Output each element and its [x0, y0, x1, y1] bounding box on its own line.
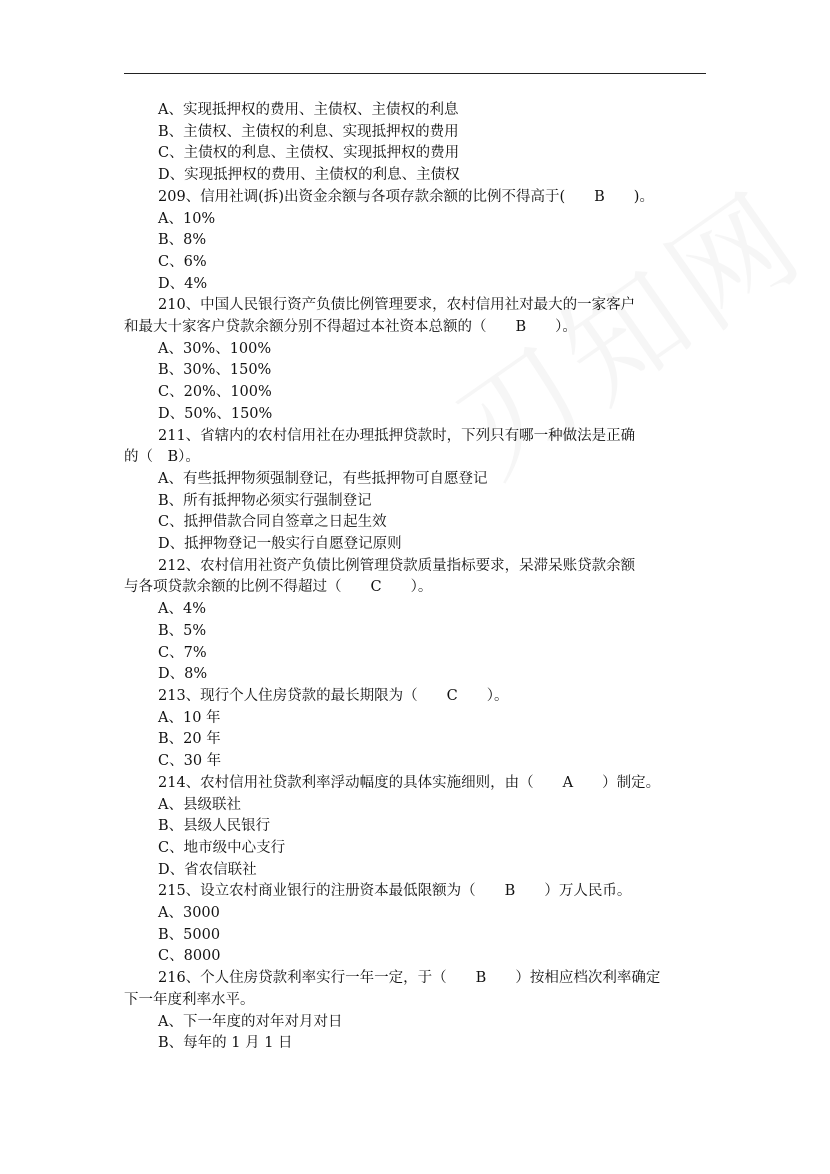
answer-option: C、20%、100%: [158, 384, 272, 401]
question-text: 213、现行个人住房贷款的最长期限为（ C ）。: [158, 687, 509, 704]
answer-option: A、10%: [158, 210, 216, 227]
document-body: [124, 100, 710, 1055]
answer-option: C、6%: [158, 253, 207, 270]
answer-option: C、8000: [158, 948, 221, 965]
question-continuation: 和最大十家客户贷款余额分别不得超过本社资本总额的（ B ）。: [124, 319, 577, 336]
question-continuation: 下一年度利率水平。: [124, 991, 255, 1008]
answer-option: A、4%: [158, 601, 206, 618]
answer-option: A、实现抵押权的费用、主债权、主债权的利息: [158, 102, 459, 118]
question-text: 212、农村信用社资产负债比例管理贷款质量指标要求，呆滞呆账贷款余额: [158, 557, 636, 574]
header-rule: [124, 73, 706, 74]
answer-option: B、所有抵押物必须实行强制登记: [158, 492, 372, 509]
answer-option: D、4%: [158, 275, 208, 292]
answer-option: A、县级联社: [158, 796, 241, 813]
answer-option: B、30%、150%: [158, 362, 272, 379]
answer-option: B、5000: [158, 926, 221, 943]
answer-option: C、地市级中心支行: [158, 839, 286, 856]
question-text: 210、中国人民银行资产负债比例管理要求，农村信用社对最大的一家客户: [158, 297, 636, 314]
answer-option: D、抵押物登记一般实行自愿登记原则: [158, 536, 402, 553]
answer-option: A、有些抵押物须强制登记，有些抵押物可自愿登记: [158, 470, 488, 487]
question-text: 216、个人住房贷款利率实行一年一定，于（ B ）按相应档次利率确定: [158, 970, 661, 987]
answer-option: D、8%: [158, 666, 208, 683]
question-continuation: 与各项贷款余额的比例不得超过（ C ）。: [124, 579, 433, 596]
answer-option: B、主债权、主债权的利息、实现抵押权的费用: [158, 123, 459, 140]
answer-option: C、抵押借款合同自签章之日起生效: [158, 514, 387, 531]
answer-option: B、20 年: [158, 731, 221, 748]
question-text: 215、设立农村商业银行的注册资本最低限额为（ B ）万人民币。: [158, 883, 632, 900]
answer-option: A、10 年: [158, 709, 221, 726]
answer-option: C、7%: [158, 644, 207, 661]
answer-option: A、30%、100%: [158, 340, 272, 357]
question-text: 209、信用社调(拆)出资金余额与各项存款余额的比例不得高于( B )。: [158, 188, 654, 205]
answer-option: C、30 年: [158, 753, 222, 770]
answer-option: B、每年的 1 月 1 日: [158, 1035, 293, 1052]
answer-option: B、8%: [158, 232, 207, 249]
question-text: 214、农村信用社贷款利率浮动幅度的具体实施细则，由（ A ）制定。: [158, 774, 661, 791]
answer-option: D、省农信联社: [158, 861, 257, 878]
answer-option: D、实现抵押权的费用、主债权的利息、主债权: [158, 167, 460, 184]
answer-option: B、5%: [158, 622, 207, 639]
answer-option: D、50%、150%: [158, 405, 273, 422]
answer-option: A、下一年度的对年对月对日: [158, 1013, 343, 1030]
answer-option: C、主债权的利息、主债权、实现抵押权的费用: [158, 145, 460, 162]
answer-option: A、3000: [158, 905, 220, 922]
question-continuation: 的（ B）。: [124, 449, 200, 466]
question-text: 211、省辖内的农村信用社在办理抵押贷款时，下列只有哪一种做法是正确: [158, 427, 636, 444]
answer-option: B、县级人民银行: [158, 818, 271, 835]
